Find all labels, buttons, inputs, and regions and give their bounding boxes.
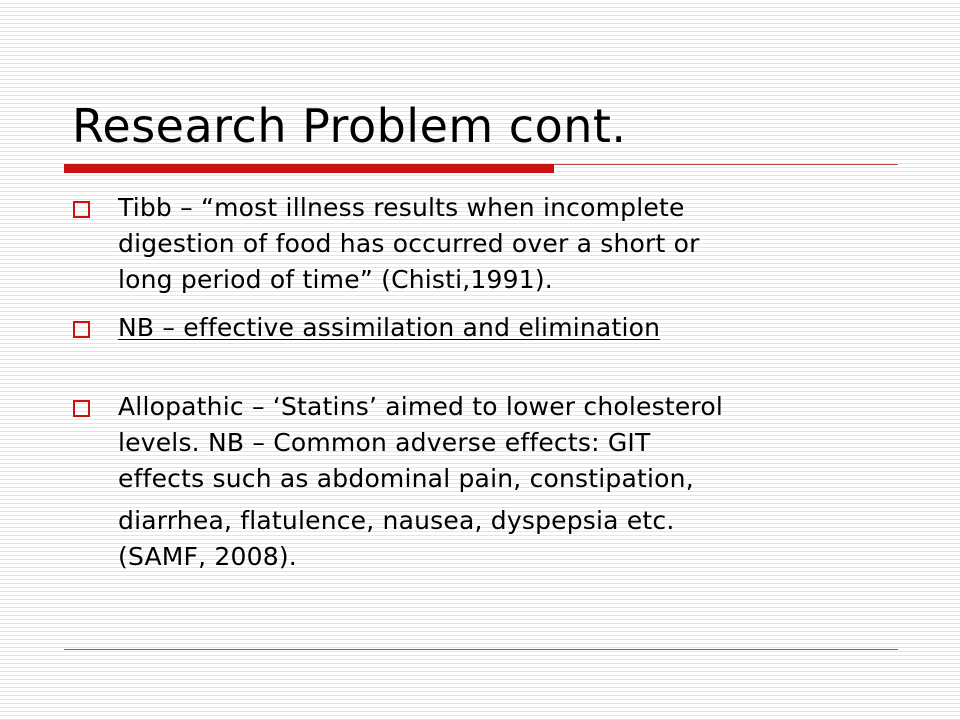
bullet-line: digestion of food has occurred over a short or	[118, 229, 700, 258]
bullet-line	[118, 310, 902, 346]
bullet-item-allopathic	[72, 389, 902, 575]
hollow-square-icon	[73, 321, 90, 338]
bullet-item-tibb	[72, 190, 902, 298]
bullet-line: (SAMF, 2008).	[118, 542, 297, 571]
bullet-line: diarrhea, flatulence, nausea, dyspepsia etc.	[118, 506, 675, 535]
bullet-item-nb	[72, 310, 902, 346]
bullet-list	[72, 190, 902, 575]
bullet-line: Tibb – “most illness results when incomplete	[118, 193, 685, 222]
hollow-square-icon	[73, 201, 90, 218]
slide-title: Research Problem cont.	[72, 99, 627, 153]
underlined-text: NB – effective assimilation and elimination	[118, 313, 661, 342]
bullet-line: levels. NB – Common adverse effects: GIT	[118, 428, 651, 457]
title-underline-rule	[554, 164, 898, 165]
hollow-square-icon	[73, 400, 90, 417]
bullet-line: Allopathic – ‘Statins’ aimed to lower cholesterol	[118, 392, 724, 421]
bullet-line: long period of time” (Chisti,1991).	[118, 265, 553, 294]
title-underline-accent	[64, 164, 554, 173]
footer-rule	[64, 649, 898, 650]
bullet-line: effects such as abdominal pain, constipation,	[118, 464, 694, 493]
